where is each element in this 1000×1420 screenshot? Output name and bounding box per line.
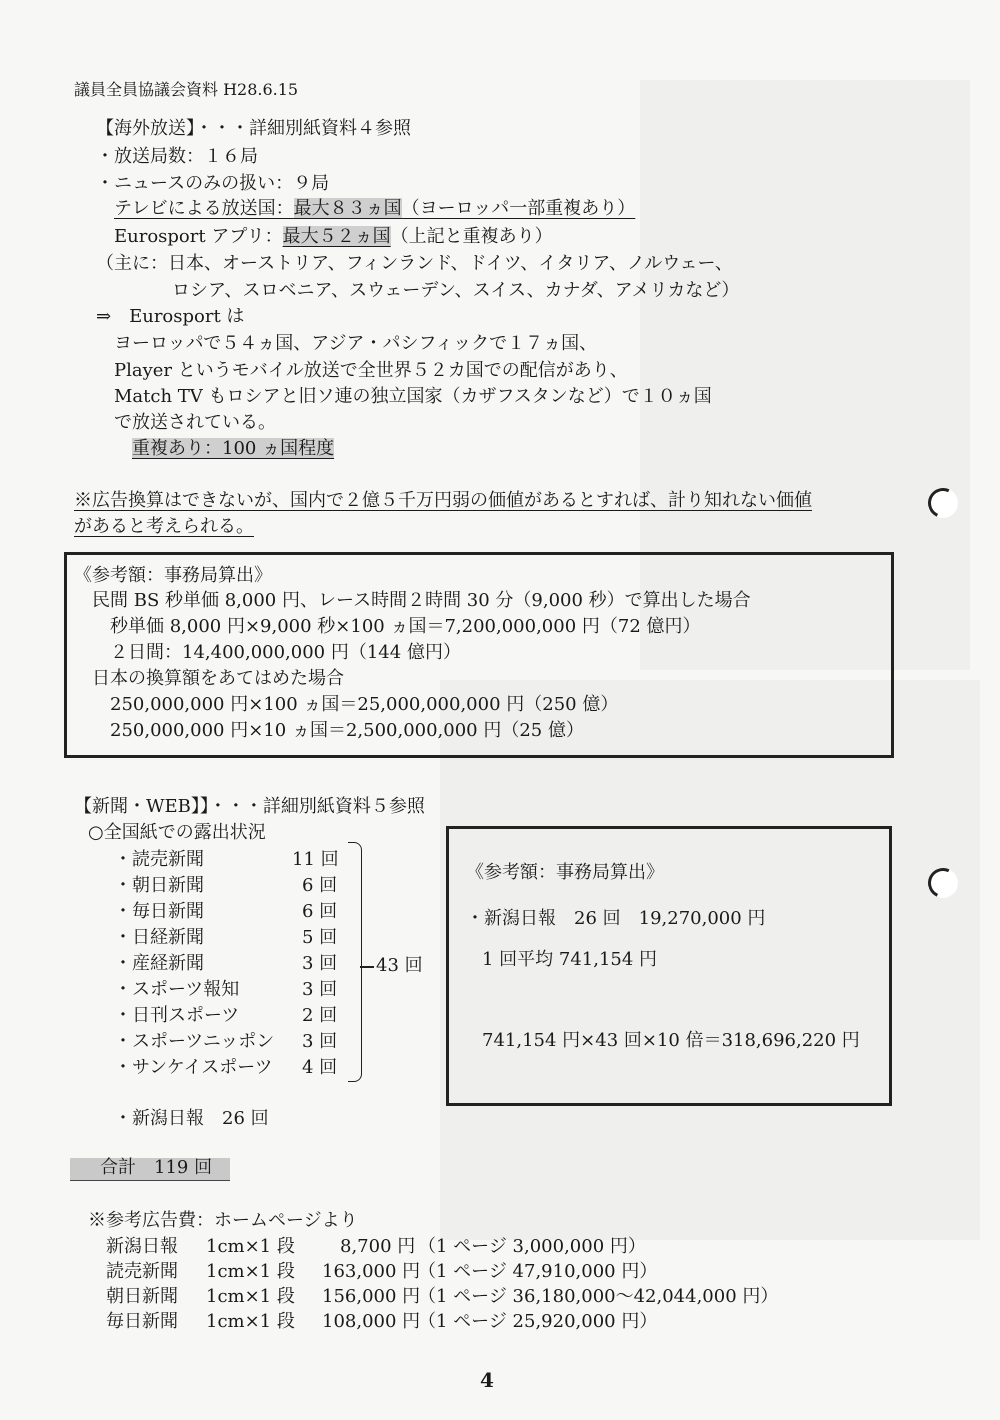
tv-prefix: テレビによる放送国： bbox=[114, 198, 294, 219]
ref-box1-line6: 250,000,000 円×10 ヵ国＝2,500,000,000 円（25 億） bbox=[110, 720, 584, 741]
ref-box1-line5: 250,000,000 円×100 ヵ国＝25,000,000,000 円（250 億） bbox=[110, 694, 619, 715]
niigata-count: ・新潟日報 26 回 bbox=[114, 1108, 269, 1129]
ad-price: 8,700 円 bbox=[340, 1236, 416, 1257]
newspaper-count: 11 回 bbox=[292, 849, 339, 870]
ref-box1-line1: 民間 BS 秒単価 8,000 円、レース時間２時間 30 分（9,000 秒）で算出した場合 bbox=[92, 590, 751, 611]
value-note-line-1: ※広告換算はできないが、国内で２億５千万円弱の価値があるとすれば、計り知れない価値 bbox=[74, 490, 812, 511]
ad-page: （1 ページ 3,000,000 円） bbox=[418, 1236, 646, 1257]
newspaper-count: 4 回 bbox=[302, 1057, 338, 1078]
newspaper-name: ・読売新聞 bbox=[114, 849, 204, 870]
eurosport-detail-4: で放送されている。 bbox=[114, 412, 276, 433]
tv-suffix: （ヨーロッパ一部重複あり） bbox=[401, 198, 636, 219]
newspaper-count: 6 回 bbox=[302, 875, 338, 896]
ad-page: （1 ページ 25,920,000 円） bbox=[418, 1311, 658, 1332]
newspaper-name: ・産経新聞 bbox=[114, 953, 204, 974]
ref-box1-title: 《参考額：事務局算出》 bbox=[74, 565, 272, 586]
app-highlight: 最大５２ヵ国 bbox=[282, 226, 391, 247]
ref-box2-line1: ・新潟日報 26 回 19,270,000 円 bbox=[466, 908, 766, 929]
ad-price: 108,000 円 bbox=[322, 1311, 421, 1332]
newspaper-subheading: ○全国紙での露出状況 bbox=[88, 822, 266, 843]
newspaper-name: ・スポーツ報知 bbox=[114, 979, 240, 1000]
newspaper-name: ・日刊スポーツ bbox=[114, 1005, 240, 1026]
ad-page: （1 ページ 36,180,000～42,044,000 円） bbox=[418, 1286, 779, 1307]
ad-price: 163,000 円 bbox=[322, 1261, 421, 1282]
ad-unit: 1cm×1 段 bbox=[206, 1311, 295, 1332]
ref-box2-line3: 741,154 円×43 回×10 倍＝318,696,220 円 bbox=[482, 1030, 860, 1051]
overseas-stations: ・放送局数：１６局 bbox=[96, 146, 258, 167]
ad-paper: 毎日新聞 bbox=[106, 1311, 178, 1332]
ref-box1-line3: ２日間：14,400,000,000 円（144 億円） bbox=[110, 642, 461, 663]
eurosport-detail-2: Player というモバイル放送で全世界５２カ国での配信があり、 bbox=[114, 360, 628, 381]
ad-paper: 読売新聞 bbox=[106, 1261, 178, 1282]
ad-unit: 1cm×1 段 bbox=[206, 1286, 295, 1307]
newspaper-name: ・日経新聞 bbox=[114, 927, 204, 948]
overseas-heading: 【海外放送】・・・詳細別紙資料４参照 bbox=[96, 118, 411, 139]
total-brace bbox=[348, 842, 362, 1082]
newspaper-heading: 【新聞・WEB】】・・・詳細別紙資料５参照 bbox=[74, 796, 425, 817]
total-brace-tick bbox=[360, 966, 374, 968]
ad-page: （1 ページ 47,910,000 円） bbox=[418, 1261, 658, 1282]
ad-unit: 1cm×1 段 bbox=[206, 1261, 295, 1282]
overseas-tv-line bbox=[114, 200, 635, 218]
ref-box2-title: 《参考額：事務局算出》 bbox=[466, 862, 664, 883]
eurosport-detail-3: Match TV もロシアと旧ソ連の独立国家（カザフスタンなど）で１０ヵ国 bbox=[114, 386, 712, 407]
newspaper-name: ・サンケイスポーツ bbox=[114, 1057, 273, 1078]
total-label: 合計 119 回 bbox=[100, 1157, 213, 1178]
eurosport-arrow-line: ⇒ Eurosport は bbox=[96, 306, 245, 327]
brace-total: 43 回 bbox=[376, 955, 423, 976]
newspaper-count: 3 回 bbox=[302, 1031, 338, 1052]
value-note-line-2: があると考えられる。 bbox=[74, 516, 254, 537]
app-prefix: Eurosport アプリ： bbox=[114, 226, 283, 247]
overseas-news-only: ・ニュースのみの扱い：９局 bbox=[96, 173, 330, 194]
ad-price: 156,000 円 bbox=[322, 1286, 421, 1307]
ref-box1-line2: 秒単価 8,000 円×9,000 秒×100 ヵ国＝7,200,000,000 円（72 億円） bbox=[110, 616, 701, 637]
overseas-app-line bbox=[114, 228, 553, 246]
newspaper-count: 2 回 bbox=[302, 1005, 338, 1026]
ad-paper: 新潟日報 bbox=[106, 1236, 178, 1257]
overlap-note bbox=[132, 440, 334, 458]
ad-paper: 朝日新聞 bbox=[106, 1286, 178, 1307]
newspaper-name: ・朝日新聞 bbox=[114, 875, 204, 896]
ad-unit: 1cm×1 段 bbox=[206, 1236, 295, 1257]
newspaper-name: ・毎日新聞 bbox=[114, 901, 204, 922]
page-number: 4 bbox=[480, 1368, 494, 1392]
newspaper-count: 3 回 bbox=[302, 979, 338, 1000]
ad-costs-heading: ※参考広告費：ホームページより bbox=[88, 1210, 358, 1231]
newspaper-count: 5 回 bbox=[302, 927, 338, 948]
newspaper-count: 6 回 bbox=[302, 901, 338, 922]
countries-line-2: ロシア、スロベニア、スウェーデン、スイス、カナダ、アメリカなど） bbox=[172, 280, 740, 301]
overlap-highlight: 重複あり：100 ヵ国程度 bbox=[132, 438, 335, 459]
newspaper-count: 3 回 bbox=[302, 953, 338, 974]
countries-line-1: （主に：日本、オーストリア、フィンランド、ドイツ、イタリア、ノルウェー、 bbox=[96, 253, 733, 274]
app-suffix: （上記と重複あり） bbox=[390, 226, 553, 247]
document-header: 議員全員協議会資料 H28.6.15 bbox=[74, 80, 299, 99]
tv-highlight: 最大８３ヵ国 bbox=[293, 198, 402, 219]
eurosport-detail-1: ヨーロッパで５４ヵ国、アジア・パシフィックで１７ヵ国、 bbox=[114, 333, 598, 354]
ref-box2-line2: 1 回平均 741,154 円 bbox=[482, 949, 658, 970]
newspaper-name: ・スポーツニッポン bbox=[114, 1031, 275, 1052]
ref-box1-line4: 日本の換算額をあてはめた場合 bbox=[92, 668, 344, 689]
